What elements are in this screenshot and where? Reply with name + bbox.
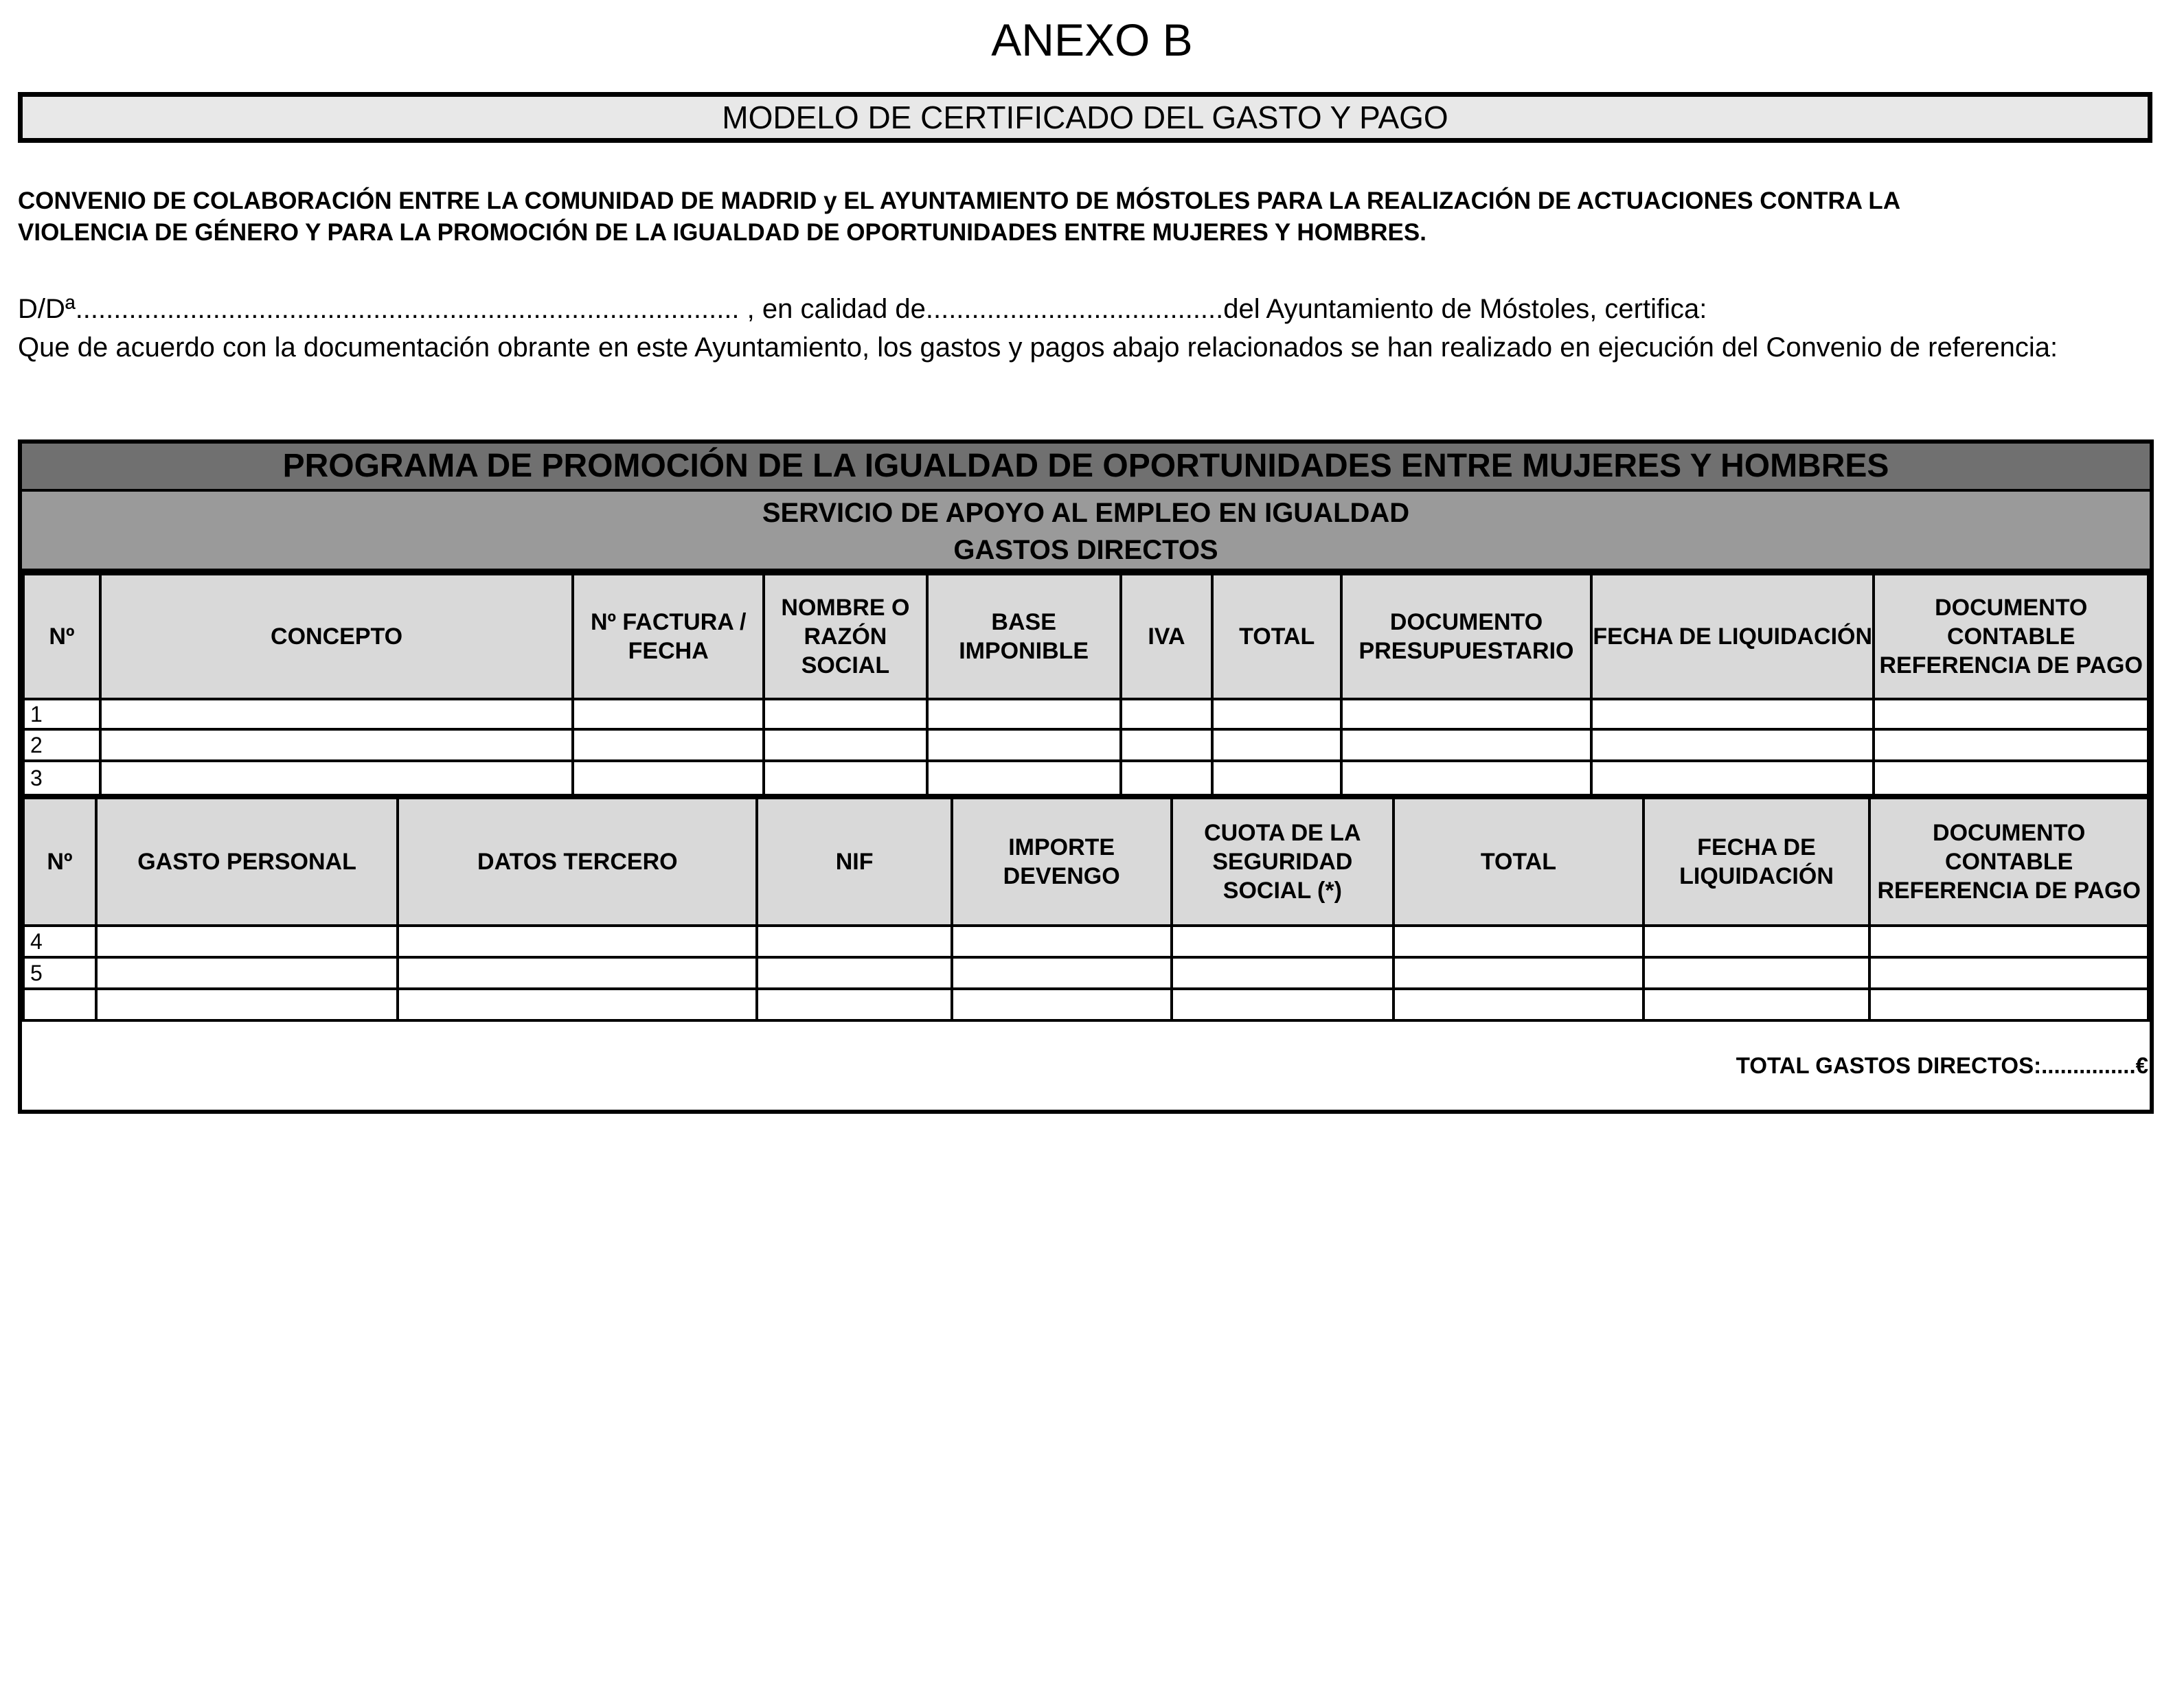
cell-base-imponible[interactable] bbox=[927, 699, 1121, 729]
table-row bbox=[23, 926, 2148, 957]
cell-total[interactable] bbox=[1394, 926, 1643, 957]
cell-doc-contable[interactable] bbox=[1874, 699, 2148, 729]
col-header-doc-presupuestario: DOCUMENTO PRESUPUESTARIO bbox=[1341, 574, 1591, 699]
cell-fecha-liquidacion[interactable] bbox=[1591, 699, 1874, 729]
col-header-num: Nº bbox=[23, 574, 100, 699]
personnel-table-header bbox=[23, 798, 2148, 926]
cell-gasto-personal[interactable] bbox=[96, 989, 398, 1020]
row-number: 3 bbox=[23, 761, 100, 795]
row-number: 2 bbox=[23, 729, 100, 761]
cell-nif[interactable] bbox=[757, 957, 951, 989]
cell-iva[interactable] bbox=[1121, 699, 1213, 729]
row-number: 4 bbox=[23, 926, 96, 957]
row-number bbox=[23, 989, 96, 1020]
cell-fecha-liquidacion[interactable] bbox=[1591, 729, 1874, 761]
cell-total[interactable] bbox=[1394, 989, 1643, 1020]
cell-razon-social[interactable] bbox=[764, 699, 927, 729]
col-header-doc-contable: DOCUMENTO CONTABLE REFERENCIA DE PAGO bbox=[1869, 798, 2148, 926]
col-header-base-imponible: BASE IMPONIBLE bbox=[927, 574, 1121, 699]
cell-fecha-liquidacion[interactable] bbox=[1591, 761, 1874, 795]
col-header-doc-contable: DOCUMENTO CONTABLE REFERENCIA DE PAGO bbox=[1874, 574, 2148, 699]
col-header-iva: IVA bbox=[1121, 574, 1213, 699]
service-title: SERVICIO DE APOYO AL EMPLEO EN IGUALDAD bbox=[762, 498, 1410, 528]
cell-concepto[interactable] bbox=[100, 761, 573, 795]
cell-iva[interactable] bbox=[1121, 761, 1213, 795]
cell-total[interactable] bbox=[1212, 729, 1341, 761]
cell-nif[interactable] bbox=[757, 926, 951, 957]
col-header-razon-social: NOMBRE O RAZÓN SOCIAL bbox=[764, 574, 927, 699]
cell-fecha-liquidacion[interactable] bbox=[1643, 989, 1870, 1020]
cell-concepto[interactable] bbox=[100, 699, 573, 729]
invoice-table bbox=[22, 573, 2150, 797]
cell-importe-devengo[interactable] bbox=[952, 957, 1172, 989]
cell-nif[interactable] bbox=[757, 989, 951, 1020]
col-header-total: TOTAL bbox=[1212, 574, 1341, 699]
cell-cuota-ss[interactable] bbox=[1172, 957, 1394, 989]
col-header-concepto: CONCEPTO bbox=[100, 574, 573, 699]
cell-doc-contable[interactable] bbox=[1869, 989, 2148, 1020]
cell-importe-devengo[interactable] bbox=[952, 926, 1172, 957]
cell-factura[interactable] bbox=[573, 699, 764, 729]
col-header-gasto-personal: GASTO PERSONAL bbox=[96, 798, 398, 926]
cell-doc-contable[interactable] bbox=[1869, 926, 2148, 957]
cell-total[interactable] bbox=[1212, 699, 1341, 729]
col-header-total: TOTAL bbox=[1394, 798, 1643, 926]
cell-fecha-liquidacion[interactable] bbox=[1643, 957, 1870, 989]
table-row bbox=[23, 729, 2148, 761]
convenio-line-2: VIOLENCIA DE GÉNERO Y PARA LA PROMOCIÓN DE LA IGUALDAD DE OPORTUNIDADES ENTRE MUJERES Y HOMBRES. bbox=[18, 219, 1426, 246]
cell-razon-social[interactable] bbox=[764, 761, 927, 795]
col-header-fecha-liquidacion: FECHA DE LIQUIDACIÓN bbox=[1643, 798, 1870, 926]
cell-razon-social[interactable] bbox=[764, 729, 927, 761]
col-header-importe-devengo: IMPORTE DEVENGO bbox=[952, 798, 1172, 926]
table-row bbox=[23, 761, 2148, 795]
certificate-line-1: D/Dª....................................................................................... , en calidad de.......................................del Ayuntamiento de Móstoles, certifica: bbox=[18, 294, 1707, 324]
program-title: PROGRAMA DE PROMOCIÓN DE LA IGUALDAD DE OPORTUNIDADES ENTRE MUJERES Y HOMBRES bbox=[22, 444, 2150, 492]
cell-doc-presupuestario[interactable] bbox=[1341, 699, 1591, 729]
personnel-table bbox=[22, 797, 2150, 1022]
table-row bbox=[23, 957, 2148, 989]
service-header bbox=[22, 492, 2150, 573]
cell-cuota-ss[interactable] bbox=[1172, 926, 1394, 957]
table-row bbox=[23, 989, 2148, 1020]
cell-total[interactable] bbox=[1394, 957, 1643, 989]
convenio-line-1: CONVENIO DE COLABORACIÓN ENTRE LA COMUNIDAD DE MADRID y EL AYUNTAMIENTO DE MÓSTOLES PARA LA REALIZACIÓN DE ACTUACIONES CONTRA LA bbox=[18, 187, 1901, 214]
cell-doc-contable[interactable] bbox=[1874, 729, 2148, 761]
row-number: 1 bbox=[23, 699, 100, 729]
col-header-num: Nº bbox=[23, 798, 96, 926]
cell-concepto[interactable] bbox=[100, 729, 573, 761]
table-row bbox=[23, 699, 2148, 729]
col-header-datos-tercero: DATOS TERCERO bbox=[398, 798, 757, 926]
cell-datos-tercero[interactable] bbox=[398, 989, 757, 1020]
certificate-text bbox=[18, 290, 2152, 367]
col-header-fecha-liquidacion: FECHA DE LIQUIDACIÓN bbox=[1591, 574, 1874, 699]
cell-gasto-personal[interactable] bbox=[96, 957, 398, 989]
cell-fecha-liquidacion[interactable] bbox=[1643, 926, 1870, 957]
page-title: ANEXO B bbox=[991, 14, 1193, 65]
cell-cuota-ss[interactable] bbox=[1172, 989, 1394, 1020]
cell-importe-devengo[interactable] bbox=[952, 989, 1172, 1020]
subtitle-box: MODELO DE CERTIFICADO DEL GASTO Y PAGO bbox=[18, 92, 2152, 143]
row-number: 5 bbox=[23, 957, 96, 989]
cell-gasto-personal[interactable] bbox=[96, 926, 398, 957]
cell-doc-contable[interactable] bbox=[1874, 761, 2148, 795]
certificate-line-2: Que de acuerdo con la documentación obrante en este Ayuntamiento, los gastos y pagos abajo relacionados se han realizado en ejecución del Convenio de referencia: bbox=[18, 332, 2058, 363]
cell-doc-contable[interactable] bbox=[1869, 957, 2148, 989]
cell-factura[interactable] bbox=[573, 729, 764, 761]
col-header-nif: NIF bbox=[757, 798, 951, 926]
col-header-factura: Nº FACTURA / FECHA bbox=[573, 574, 764, 699]
cell-doc-presupuestario[interactable] bbox=[1341, 761, 1591, 795]
cell-base-imponible[interactable] bbox=[927, 729, 1121, 761]
cell-factura[interactable] bbox=[573, 761, 764, 795]
cell-doc-presupuestario[interactable] bbox=[1341, 729, 1591, 761]
cell-datos-tercero[interactable] bbox=[398, 957, 757, 989]
cell-iva[interactable] bbox=[1121, 729, 1213, 761]
cell-total[interactable] bbox=[1212, 761, 1341, 795]
cell-base-imponible[interactable] bbox=[927, 761, 1121, 795]
convenio-heading bbox=[18, 185, 2152, 249]
invoice-table-header bbox=[23, 574, 2148, 699]
service-subtitle: GASTOS DIRECTOS bbox=[953, 535, 1218, 565]
total-gastos-directos: TOTAL GASTOS DIRECTOS:...............€ bbox=[1736, 1053, 2148, 1078]
col-header-cuota-ss: CUOTA DE LA SEGURIDAD SOCIAL (*) bbox=[1172, 798, 1394, 926]
cell-datos-tercero[interactable] bbox=[398, 926, 757, 957]
